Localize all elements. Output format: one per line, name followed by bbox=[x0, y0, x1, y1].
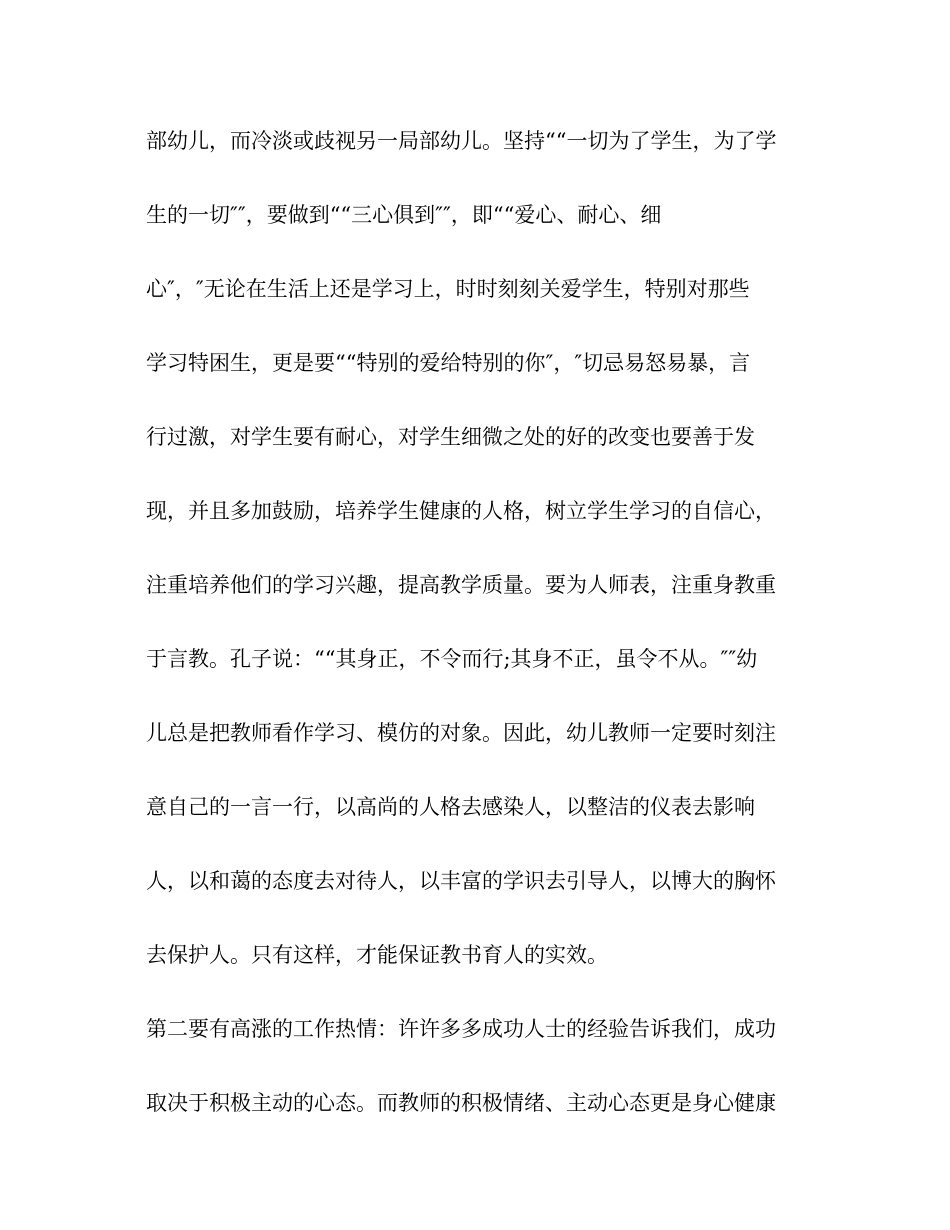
text-line: 现，并且多加鼓励，培养学生健康的人格，树立学生学习的自信心， bbox=[146, 499, 776, 523]
text-line: 第二要有高涨的工作热情：许许多多成功人士的经验告诉我们，成功 bbox=[146, 1017, 776, 1041]
text-line: 人，以和蔼的态度去对待人，以丰富的学识去引导人，以博大的胸怀 bbox=[146, 869, 776, 893]
text-line: 生的一切″″，要做到““三心俱到″″，即““爱心、耐心、细 bbox=[146, 203, 662, 227]
text-line: 取决于积极主动的心态。而教师的积极情绪、主动心态更是身心健康 bbox=[146, 1091, 776, 1115]
text-line: 学习特困生，更是要““特别的爱给特别的你″，″切忌易怒易暴，言 bbox=[146, 351, 751, 375]
text-line: 部幼儿，而冷淡或歧视另一局部幼儿。坚持““一切为了学生，为了学 bbox=[146, 129, 777, 153]
text-line: 于言教。孔子说：““其身正，不令而行;其身不正，虽令不从。″″幼 bbox=[146, 647, 758, 671]
text-line: 心″，″无论在生活上还是学习上，时时刻刻关爱学生，特别对那些 bbox=[146, 277, 750, 301]
text-line: 儿总是把教师看作学习、模仿的对象。因此，幼儿教师一定要时刻注 bbox=[146, 721, 776, 745]
text-line: 注重培养他们的学习兴趣，提高教学质量。要为人师表，注重身教重 bbox=[146, 573, 776, 597]
text-line: 意自己的一言一行，以高尚的人格去感染人，以整洁的仪表去影响 bbox=[146, 795, 755, 819]
text-line: 去保护人。只有这样，才能保证教书育人的实效。 bbox=[146, 943, 608, 967]
text-line: 行过激，对学生要有耐心，对学生细微之处的好的改变也要善于发 bbox=[146, 425, 755, 449]
